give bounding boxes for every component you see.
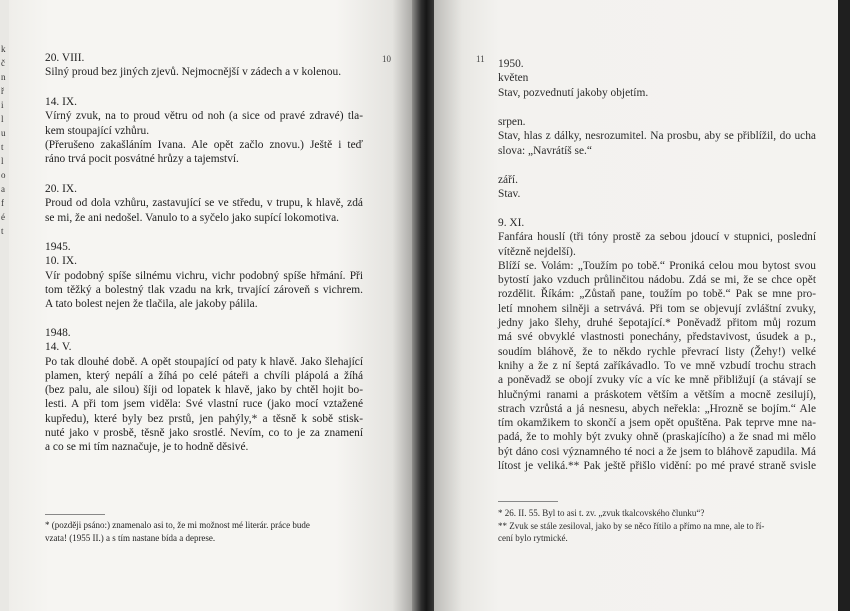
- entry-line: Stav, pozvednutí jakoby objetím.: [498, 86, 649, 99]
- footnote-line: vzata! (1955 II.) a s tím nastane bída a deprese.: [45, 532, 216, 543]
- entry-date: 10. IX.: [45, 255, 77, 268]
- edge-char: ř: [1, 86, 4, 96]
- entry-line: má své obvyklé vlastnosti ponechány, představivost, úsudek a p.,: [498, 331, 816, 344]
- entry-line: Proud od dola vzhůru, zastavující se ve středu, v trupu, k hlavě, zdá: [45, 197, 363, 210]
- entry-line: Silný proud bez jiných zjevů. Nejmocnější v zádech a v kolenou.: [45, 66, 342, 79]
- entry-line: padá, že to mohly být zvuky ohně (praskajícího) a že snad mi mělo: [498, 431, 816, 444]
- footnote: [498, 507, 818, 545]
- edge-char: a: [1, 184, 5, 194]
- footnote-rule: [498, 501, 558, 502]
- diary-entry: [45, 326, 363, 455]
- entry-date: srpen.: [498, 116, 526, 128]
- entry-line: Po tak dlouhé době. A opět stoupající od paty k hlavě. Jako šlehající: [45, 355, 363, 368]
- diary-entry: [498, 115, 816, 158]
- entry-date: květen: [498, 72, 529, 85]
- entry-line: (Přerušeno zakašláním Ivana. Ale opět začlo znovu.) Ještě i teď: [45, 138, 363, 151]
- edge-char: č: [1, 58, 5, 68]
- diary-entry: [45, 182, 363, 225]
- entry-date: 9. XI.: [498, 217, 525, 229]
- diary-entry: [498, 173, 816, 202]
- entry-line: být dáno cosi významného té noci a že jsem to bláhově zapudila. Má: [498, 445, 816, 458]
- entry-line: rozdělit. Říkám: „Zůstaň pane, toužím po tobě.“ Pak se mne pro-: [498, 288, 816, 301]
- entry-line: nuté jako v prosbě, těsně jako srostlé. Nevím, co to je za znamení: [45, 427, 363, 440]
- entry-line: vítězně nejdelší).: [498, 245, 576, 258]
- entry-line: knihy a že z ní šeptá zaříkávadlo. To ve mně vzbudí trochu strach: [498, 359, 816, 372]
- entry-line: soudím bláhově, že to někdo rychle převrací listy (Žehy!) velké: [498, 345, 816, 358]
- entry-line: a co se mi tím naznačuje, je to hodně děsivé.: [45, 441, 249, 454]
- entry-line: lesti. A při tom jsem viděla: Své vlastní ruce (jako mocí vztažené: [45, 398, 363, 411]
- entry-line: strach vzrůstá a já nesnesu, abych neřekla: „Hrozně se bojím.“ Ale: [498, 402, 816, 415]
- entry-line: tím okamžikem to skončí a jsem opět opuštěna. Pak teprve mne na-: [498, 417, 816, 430]
- edge-char: o: [1, 170, 6, 180]
- edge-char: é: [1, 212, 5, 222]
- footnote-line: cení bylo rytmické.: [498, 533, 568, 543]
- entry-year: 1945.: [45, 241, 71, 253]
- entry-date: 14. IX.: [45, 96, 77, 108]
- entry-line: letí mnohem silněji a setrvává. Při tom se objevují zvláštní zvuky,: [498, 302, 816, 315]
- footnote-line: ** Zvuk se stále zesiloval, jako by se něco řítilo a přímo na mne, ale to ří-: [498, 520, 765, 531]
- page-number: 10: [382, 54, 391, 64]
- entry-line: a poněvadž se obojí zvuky víc a víc ke mně přibližují (a stávají se: [498, 374, 816, 387]
- edge-char: t: [1, 226, 4, 236]
- entry-year: 1948.: [45, 327, 71, 339]
- entry-line: kem stoupající vzhůru.: [45, 124, 150, 137]
- entry-line: tom těžký a bolestný tlak vzadu na krk, trvající zároveň s vichrem.: [45, 283, 363, 296]
- entry-line: ráno trvá pocit posvátné hrůzy a tajemství.: [45, 153, 239, 166]
- diary-entry: [498, 216, 816, 473]
- entry-line: bytostí jako vzduch průlinčitou nádobu. Zdá se mi, že se chce opět: [498, 274, 816, 287]
- entry-line: Blíží se. Volám: „Toužím po tobě.“ Proniká celou mou bytost svou: [498, 259, 816, 272]
- entry-date: 20. IX.: [45, 183, 77, 195]
- entry-line: Vír podobný spíše silnému vichru, vichr podobný spíše hřmání. Při: [45, 269, 363, 282]
- diary-entry: [45, 51, 363, 80]
- edge-char: f: [1, 198, 4, 208]
- diary-entry: [498, 57, 816, 100]
- entry-line: hlučnými ranami a práskotem větším a větším a mocně zesilují),: [498, 388, 816, 401]
- edge-char: u: [1, 128, 6, 138]
- entry-line: (bez palu, ale silou) šíji od lopatek k hlavě, jako by chtěl hojit bo-: [45, 384, 363, 397]
- page-number: 11: [476, 54, 485, 64]
- entry-line: Stav.: [498, 188, 521, 201]
- edge-char: n: [1, 72, 6, 82]
- entry-line: Stav, hlas z dálky, nesrozumitel. Na prosbu, aby se přiblížil, do ucha: [498, 130, 816, 143]
- entry-line: Fanfára houslí (tři tóny prostě za sebou jdoucí v stupnici, poslední: [498, 231, 816, 244]
- entry-date: 20. VIII.: [45, 52, 85, 64]
- edge-char: i: [1, 100, 4, 110]
- edge-char: l: [1, 156, 4, 166]
- entry-date: září.: [498, 174, 518, 186]
- entry-line: Vírný zvuk, na to proud větru od noh (a sice od pravé zdravé) tla-: [45, 110, 363, 123]
- entry-year: 1950.: [498, 58, 524, 70]
- diary-entry: [45, 240, 363, 311]
- entry-line: A tato bolest nejen že tlačila, ale jakoby pálila.: [45, 298, 258, 311]
- diary-entry: [45, 95, 363, 166]
- footnote-line: * 26. II. 55. Byl to asi t. zv. „zvuk tkalcovského člunku“?: [498, 508, 705, 518]
- entry-line: jedny jako šlehy, druhé šepotající.* Poněvadž přitom můj rozum: [498, 317, 816, 330]
- entry-line: plamen, který nepálí a žíhá po celé páteři a chvíli plápolá a žíhá: [45, 369, 363, 382]
- edge-char: t: [1, 142, 4, 152]
- entry-date: 14. V.: [45, 341, 72, 354]
- footnote-line: * (později psáno:) znamenalo asi to, že mi možnost mé literár. práce bude: [45, 520, 310, 530]
- edge-char: k: [1, 44, 6, 54]
- entry-line: slova: „Navrátíš se.“: [498, 144, 592, 157]
- entry-line: se mi, že ani nedošel. Vanulo to a syčelo jako supící lokomotiva.: [45, 211, 339, 224]
- entry-line: kupředu), které byly bez prstů, jen pahýly,* a těsně k sobě stisk-: [45, 412, 363, 425]
- footnote-rule: [45, 514, 105, 515]
- adjacent-page-edge: [0, 0, 9, 611]
- footnote: [45, 519, 375, 544]
- edge-char: l: [1, 114, 4, 124]
- entry-line: lítost je veliká.** Pak ještě přišlo vidění: po mé pravé straně svisle: [498, 460, 816, 473]
- scan-border: [838, 0, 850, 611]
